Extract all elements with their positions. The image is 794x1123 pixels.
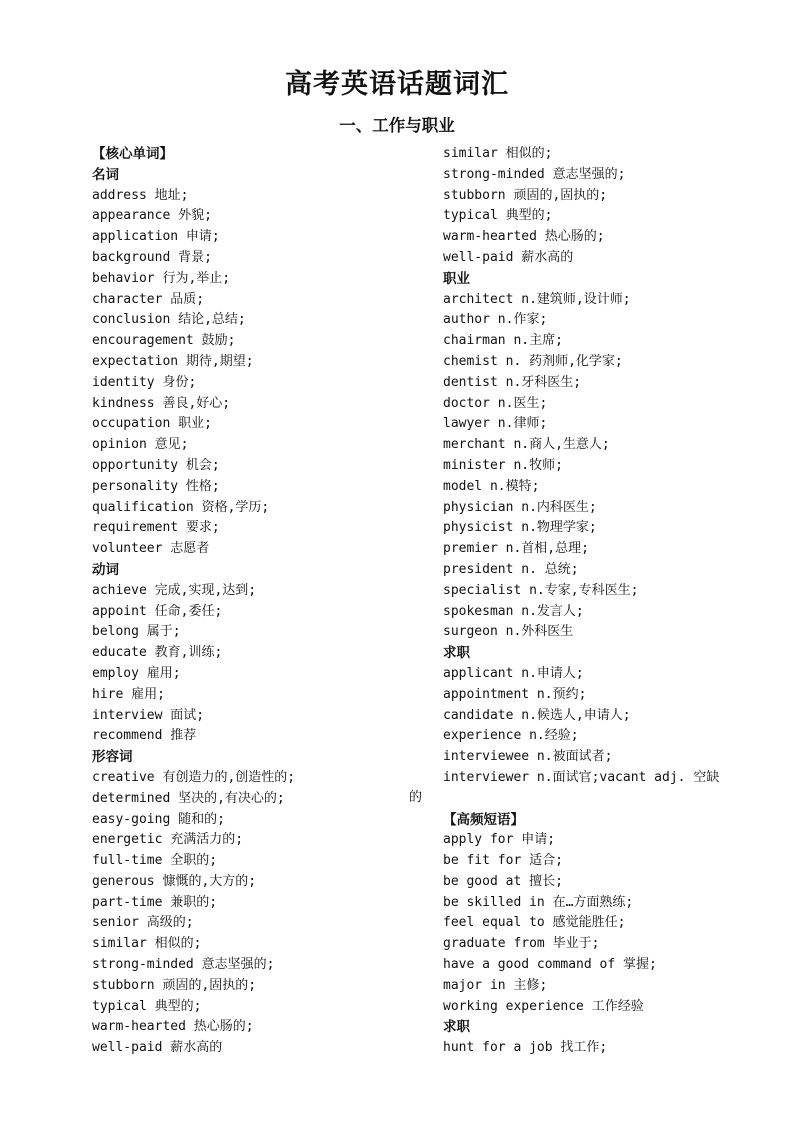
vocab-entry: major in 主修; xyxy=(443,977,548,993)
vocab-entry: author n.作家; xyxy=(443,312,548,328)
vocab-entry: full-time 全职的; xyxy=(92,853,218,869)
vocab-entry: physician n.内科医生; xyxy=(443,499,597,515)
vocab-entry: generous 慷慨的,大方的; xyxy=(92,873,257,889)
vocab-entry: volunteer 志愿者 xyxy=(92,541,210,557)
vocab-entry: expectation 期待,期望; xyxy=(92,353,254,369)
vocab-entry: warm-hearted 热心肠的; xyxy=(443,229,605,245)
vocab-entry: strong-minded 意志坚强的; xyxy=(443,166,626,182)
section-heading: 职业 xyxy=(443,270,470,287)
section-title: 一、工作与职业 xyxy=(339,116,455,135)
vocab-entry: appearance 外貌; xyxy=(92,208,212,224)
vocab-entry: architect n.建筑师,设计师; xyxy=(443,291,631,307)
vocab-entry: typical 典型的; xyxy=(443,208,553,224)
section-heading: 【核心单词】 xyxy=(92,146,173,162)
vocab-entry: surgeon n.外科医生 xyxy=(443,624,574,640)
left-column xyxy=(92,144,422,1059)
vocab-entry: applicant n.申请人; xyxy=(443,665,584,681)
vocab-entry: stubborn 顽固的,固执的; xyxy=(92,977,257,993)
vocab-entry: well-paid 薪水高的 xyxy=(92,1040,223,1056)
right-column xyxy=(443,144,753,1059)
vocab-entry: chairman n.主席; xyxy=(443,333,563,349)
vocab-entry: identity 身份; xyxy=(92,374,197,390)
vocab-entry: educate 教育,训练; xyxy=(92,645,223,661)
vocab-entry: energetic 充满活力的; xyxy=(92,832,244,848)
vocab-entry xyxy=(443,789,753,810)
vocab-entry: determined 坚决的,有决心的; xyxy=(92,790,285,806)
vocab-entry: personality 性格; xyxy=(92,478,220,494)
vocab-entry: appointment n.预约; xyxy=(443,686,587,702)
vocab-entry: employ 雇用; xyxy=(92,665,181,681)
vocab-entry: have a good command of 掌握; xyxy=(443,957,657,973)
vocab-entry: similar 相似的; xyxy=(443,146,553,161)
vocab-entry: specialist n.专家,专科医生; xyxy=(443,582,639,598)
vocab-entry: recommend 推荐 xyxy=(92,728,197,744)
vocab-entry: minister n.牧师; xyxy=(443,457,563,473)
vocab-entry: feel equal to 感觉能胜任; xyxy=(443,915,626,931)
vocab-entry: opportunity 机会; xyxy=(92,457,220,473)
vocab-entry: creative 有创造力的,创造性的; xyxy=(92,769,296,785)
section-heading: 求职 xyxy=(443,1019,470,1036)
vocab-entry: graduate from 毕业于; xyxy=(443,936,600,952)
section-heading: 名词 xyxy=(92,166,119,183)
vocab-entry: lawyer n.律师; xyxy=(443,416,548,432)
vocab-entry: physicist n.物理学家; xyxy=(443,520,597,536)
vocab-entry: interview 面试; xyxy=(92,707,205,723)
vocab-entry: candidate n.候选人,申请人; xyxy=(443,707,631,723)
vocab-entry: occupation 职业; xyxy=(92,416,212,432)
vocab-entry: requirement 要求; xyxy=(92,520,220,536)
vocab-entry: kindness 善良,好心; xyxy=(92,395,231,411)
vocab-entry: doctor n.医生; xyxy=(443,395,548,411)
vocab-entry: similar 相似的; xyxy=(92,936,202,952)
vocab-entry: experience n.经验; xyxy=(443,728,579,744)
vocab-entry: belong 属于; xyxy=(92,624,181,640)
vocab-entry: be fit for 适合; xyxy=(443,853,563,869)
vocab-entry: merchant n.商人,生意人; xyxy=(443,437,610,453)
vocab-entry: interviewee n.被面试者; xyxy=(443,749,613,765)
section-heading: 形容词 xyxy=(92,749,133,766)
vocab-entry: senior 高级的; xyxy=(92,915,194,931)
vocab-entry: spokesman n.发言人; xyxy=(443,603,584,619)
vocab-entry: interviewer n.面试官;vacant adj. 空缺 xyxy=(443,769,720,785)
page-title: 高考英语话题词汇 xyxy=(285,69,509,100)
vocab-entry: hunt for a job 找工作; xyxy=(443,1040,608,1056)
vocab-entry: background 背景; xyxy=(92,249,212,265)
vocab-entry: be skilled in 在…方面熟练; xyxy=(443,894,634,910)
vocab-entry: model n.模特; xyxy=(443,478,540,494)
section-heading: 动词 xyxy=(92,561,119,578)
vocab-entry: typical 典型的; xyxy=(92,998,202,1014)
vocab-entry: premier n.首相,总理; xyxy=(443,541,589,557)
section-heading: 【高频短语】 xyxy=(443,811,524,828)
section-heading: 求职 xyxy=(443,645,470,662)
vocab-entry: easy-going 随和的; xyxy=(92,811,225,827)
vocab-entry: opinion 意见; xyxy=(92,437,189,453)
vocab-entry: address 地址; xyxy=(92,187,189,203)
vocab-entry: character 品质; xyxy=(92,291,205,307)
vocab-entry: conclusion 结论,总结; xyxy=(92,312,246,328)
vocab-entry: part-time 兼职的; xyxy=(92,894,218,910)
vocab-entry: behavior 行为,举止; xyxy=(92,270,231,286)
vocab-entry: qualification 资格,学历; xyxy=(92,499,270,515)
vocab-entry: application 申请; xyxy=(92,229,220,245)
vocab-entry: stubborn 顽固的,固执的; xyxy=(443,187,608,203)
vocab-entry: achieve 完成,实现,达到; xyxy=(92,582,257,598)
vocab-entry: hire 雇用; xyxy=(92,686,165,702)
vocab-entry: well-paid 薪水高的 xyxy=(443,249,574,265)
vocab-entry: appoint 任命,委任; xyxy=(92,603,223,619)
vocab-entry: be good at 擅长; xyxy=(443,873,563,889)
vocab-entry: encouragement 鼓励; xyxy=(92,333,236,349)
vocab-entry: warm-hearted 热心肠的; xyxy=(92,1019,254,1035)
vocab-entry: dentist n.牙科医生; xyxy=(443,374,582,390)
vocab-entry: working experience 工作经验 xyxy=(443,998,644,1014)
vocab-entry: president n. 总统; xyxy=(443,561,579,577)
vocab-entry: chemist n. 药剂师,化学家; xyxy=(443,353,623,369)
vocab-entry: apply for 申请; xyxy=(443,832,556,848)
vocab-entry: strong-minded 意志坚强的; xyxy=(92,957,275,973)
wrapped-text-fragment: 的 xyxy=(409,790,423,805)
